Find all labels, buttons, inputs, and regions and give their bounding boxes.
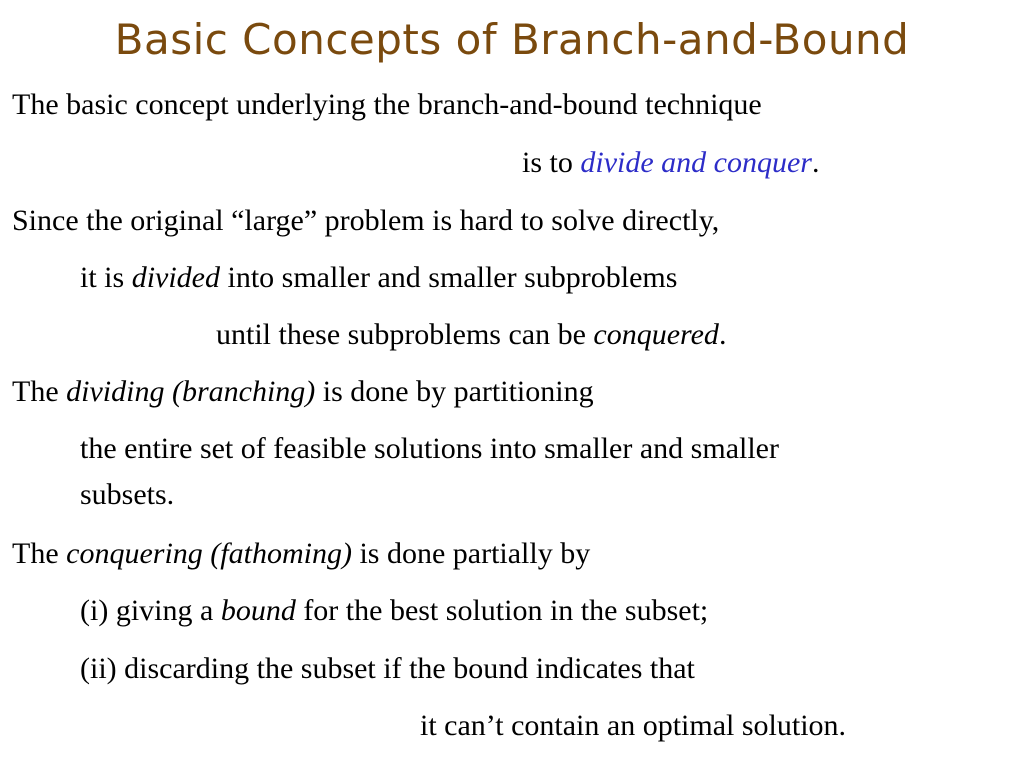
text-segment: The bbox=[12, 375, 67, 408]
emphasis-divided: divided bbox=[131, 261, 220, 294]
text-line-5 bbox=[216, 316, 726, 354]
text-segment: The basic concept underlying the branch-and-bound technique bbox=[12, 88, 762, 121]
text-line-8 bbox=[80, 476, 174, 514]
text-line-4 bbox=[80, 259, 677, 297]
emphasis-conquering-fathoming: conquering (fathoming) bbox=[66, 537, 352, 570]
text-segment: (i) giving a bbox=[80, 594, 221, 627]
text-line-1 bbox=[12, 86, 762, 124]
text-segment: it can’t contain an optimal solution. bbox=[420, 709, 847, 742]
text-segment: . bbox=[718, 318, 727, 351]
text-segment: for the best solution in the subset; bbox=[295, 594, 709, 627]
text-line-6 bbox=[12, 373, 594, 411]
text-line-2 bbox=[522, 144, 819, 182]
text-line-11 bbox=[80, 650, 695, 688]
text-line-12 bbox=[420, 707, 846, 745]
emphasis-divide-and-conquer: divide and conquer bbox=[580, 146, 812, 179]
text-segment: is done partially by bbox=[351, 537, 591, 570]
text-line-9 bbox=[12, 535, 590, 573]
emphasis-bound: bound bbox=[220, 594, 296, 627]
slide-title: Basic Concepts of Branch-and-Bound bbox=[114, 15, 910, 64]
text-segment: is done by partitioning bbox=[315, 375, 594, 408]
text-line-10 bbox=[80, 592, 708, 630]
text-segment: until these subproblems can be bbox=[216, 318, 594, 351]
text-segment: the entire set of feasible solutions into smaller and smaller bbox=[80, 432, 779, 465]
text-segment: is to bbox=[522, 146, 581, 179]
text-segment: it is bbox=[80, 261, 132, 294]
text-segment: Since the original “large” problem is hard to solve directly, bbox=[12, 204, 720, 237]
emphasis-conquered: conquered bbox=[593, 318, 719, 351]
text-line-3 bbox=[12, 202, 719, 240]
text-segment: subsets. bbox=[80, 478, 175, 511]
text-segment: The bbox=[12, 537, 67, 570]
emphasis-dividing-branching: dividing (branching) bbox=[66, 375, 316, 408]
text-segment: . bbox=[811, 146, 820, 179]
text-segment: into smaller and smaller subproblems bbox=[220, 261, 678, 294]
text-line-7 bbox=[80, 430, 779, 468]
text-segment: (ii) discarding the subset if the bound indicates that bbox=[80, 652, 695, 685]
